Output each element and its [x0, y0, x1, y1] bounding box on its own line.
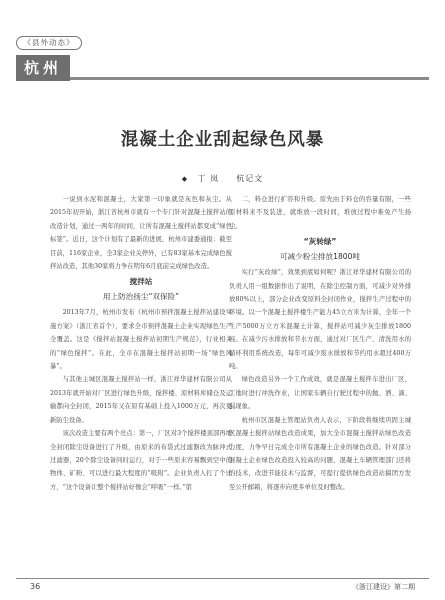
paragraph: 与其他主城区混凝土搅拌站一样，浙江祥华建材有限公司从2013年就开始对厂区进行绿色升级，搅拌楼、原材料库储仓及运输都向全封闭，2015年又在原有基础上投入1000万元，再次更新防尘设备。 [50, 376, 232, 424]
header-rule [70, 77, 429, 80]
paragraph: 杭州市区混凝土管理站负责人表示，下阶段将继续巩固主城区混凝土搅拌站绿色改造成果，加大全市混凝土搅拌站绿色改造力度，力争早日完成全市所有混凝土企业的绿色改造。针对部分混凝土企业绿色改造投入较高的问题，混凝土车辆管理部门还将的技术，改进节能技术与监督，可提行提供绿色改造站搞团方发至公开邮箱，将逐步向更多单位及时整改。 [229, 416, 411, 491]
journal-name: 《浙江建设》第二期 [352, 583, 415, 591]
subheading: 可减少粉尘排放1800吨 [279, 252, 361, 262]
city-label: 杭州 [16, 55, 70, 81]
diamond-icon: ◆ [181, 175, 189, 183]
subheading: 搅拌站 [129, 277, 153, 287]
author-name: 丁 岚 [197, 174, 220, 183]
subheading: 用上防治扬尘“双保险” [102, 292, 180, 302]
right-column [229, 193, 411, 494]
paragraph: 绿色改造另外一个工作成效，就是混凝土搅拌车进出厂区，工地时进行冲洗作业，让国家车辆自行驶过程中的抛、洒、滴、漏现象。 [229, 376, 411, 411]
footer-rule [16, 578, 429, 579]
article-title: 混凝土企业刮起绿色风暴 [120, 130, 325, 150]
city-header-bar [16, 55, 429, 81]
paragraph: 二，料仓进行扩容和升级。原先由于料仓的容量有限，一些原材料来不及装进，就堆放一段时间，堆放过程中难免产生扬尘。 [229, 196, 411, 230]
paragraph: 该次改造主要有两个亮点：第一，厂区对3个搅拌楼顶部再增全封闭除尘设备进行了升级，由原来的布袋式过滤器改为脉冲式过滤器，20个除尘设备同时运行，对于一些原来容易飘到空中的物体、矿粉、可以进行最大程度的“吸附”。企业负责人打了个比方，“这个设备让整个搅拌站好像会“呼吸”一样。”第 [50, 430, 232, 491]
paragraph: 2013年7月，杭州市发布《杭州市预拌混凝土搅拌站建设实施方案》（浙江省首个），要求全市预拌混凝土企业实现绿色生产全覆盖。这是《搅拌站混凝土搅拌站初期生产规范》，行业相关的“绿色搅拌”。在此，全市在混凝土搅拌站初期一场“绿色风暴”。 [50, 309, 232, 371]
left-column [50, 193, 232, 494]
page-number: 36 [30, 582, 41, 591]
author-role: 杭记文 [236, 174, 264, 183]
section-tag: 《县外动态》 [16, 36, 82, 50]
byline [0, 173, 445, 184]
subheading: “灰转绿” [303, 237, 337, 247]
paragraph: 实行“灰改绿”，效果到底如何呢？浙江祥华建材有限公司的负责人用一组数据作出了说明，在除尘控制方面，可减少对外排放80%以上，部分企业改变原料全封闭作业，搅拌生产过程中的环境。以一个混凝土搅拌楼生产能力45立方米为计算，全年一个生产5000万立方米混凝土计算，搅拌站可减少灰尘排放1800吨。在减少污水排放和节水方面，通过对厂区生产、清洗用水的循环利用系统改造，每年可减少废水排放和节约用水超过400万吨。 [229, 269, 411, 371]
paragraph: 一说到水泥和混凝土，大家第一印象就是灰色和灰尘。从2015年初开始，浙江省杭州市就有一个专门针对混凝土搅拌站的改造计划，通过一两年的时间，让所有混凝土搅拌站都变成“绿色标签”。近日，这个计划有了最新的进展，杭州市建委通报：截至目前，116家企业，全3家企业关停外，已有83家基本完成绿色搅拌站改造，其他30家将力争在明年6月底前完成绿色改造。 [50, 196, 232, 271]
